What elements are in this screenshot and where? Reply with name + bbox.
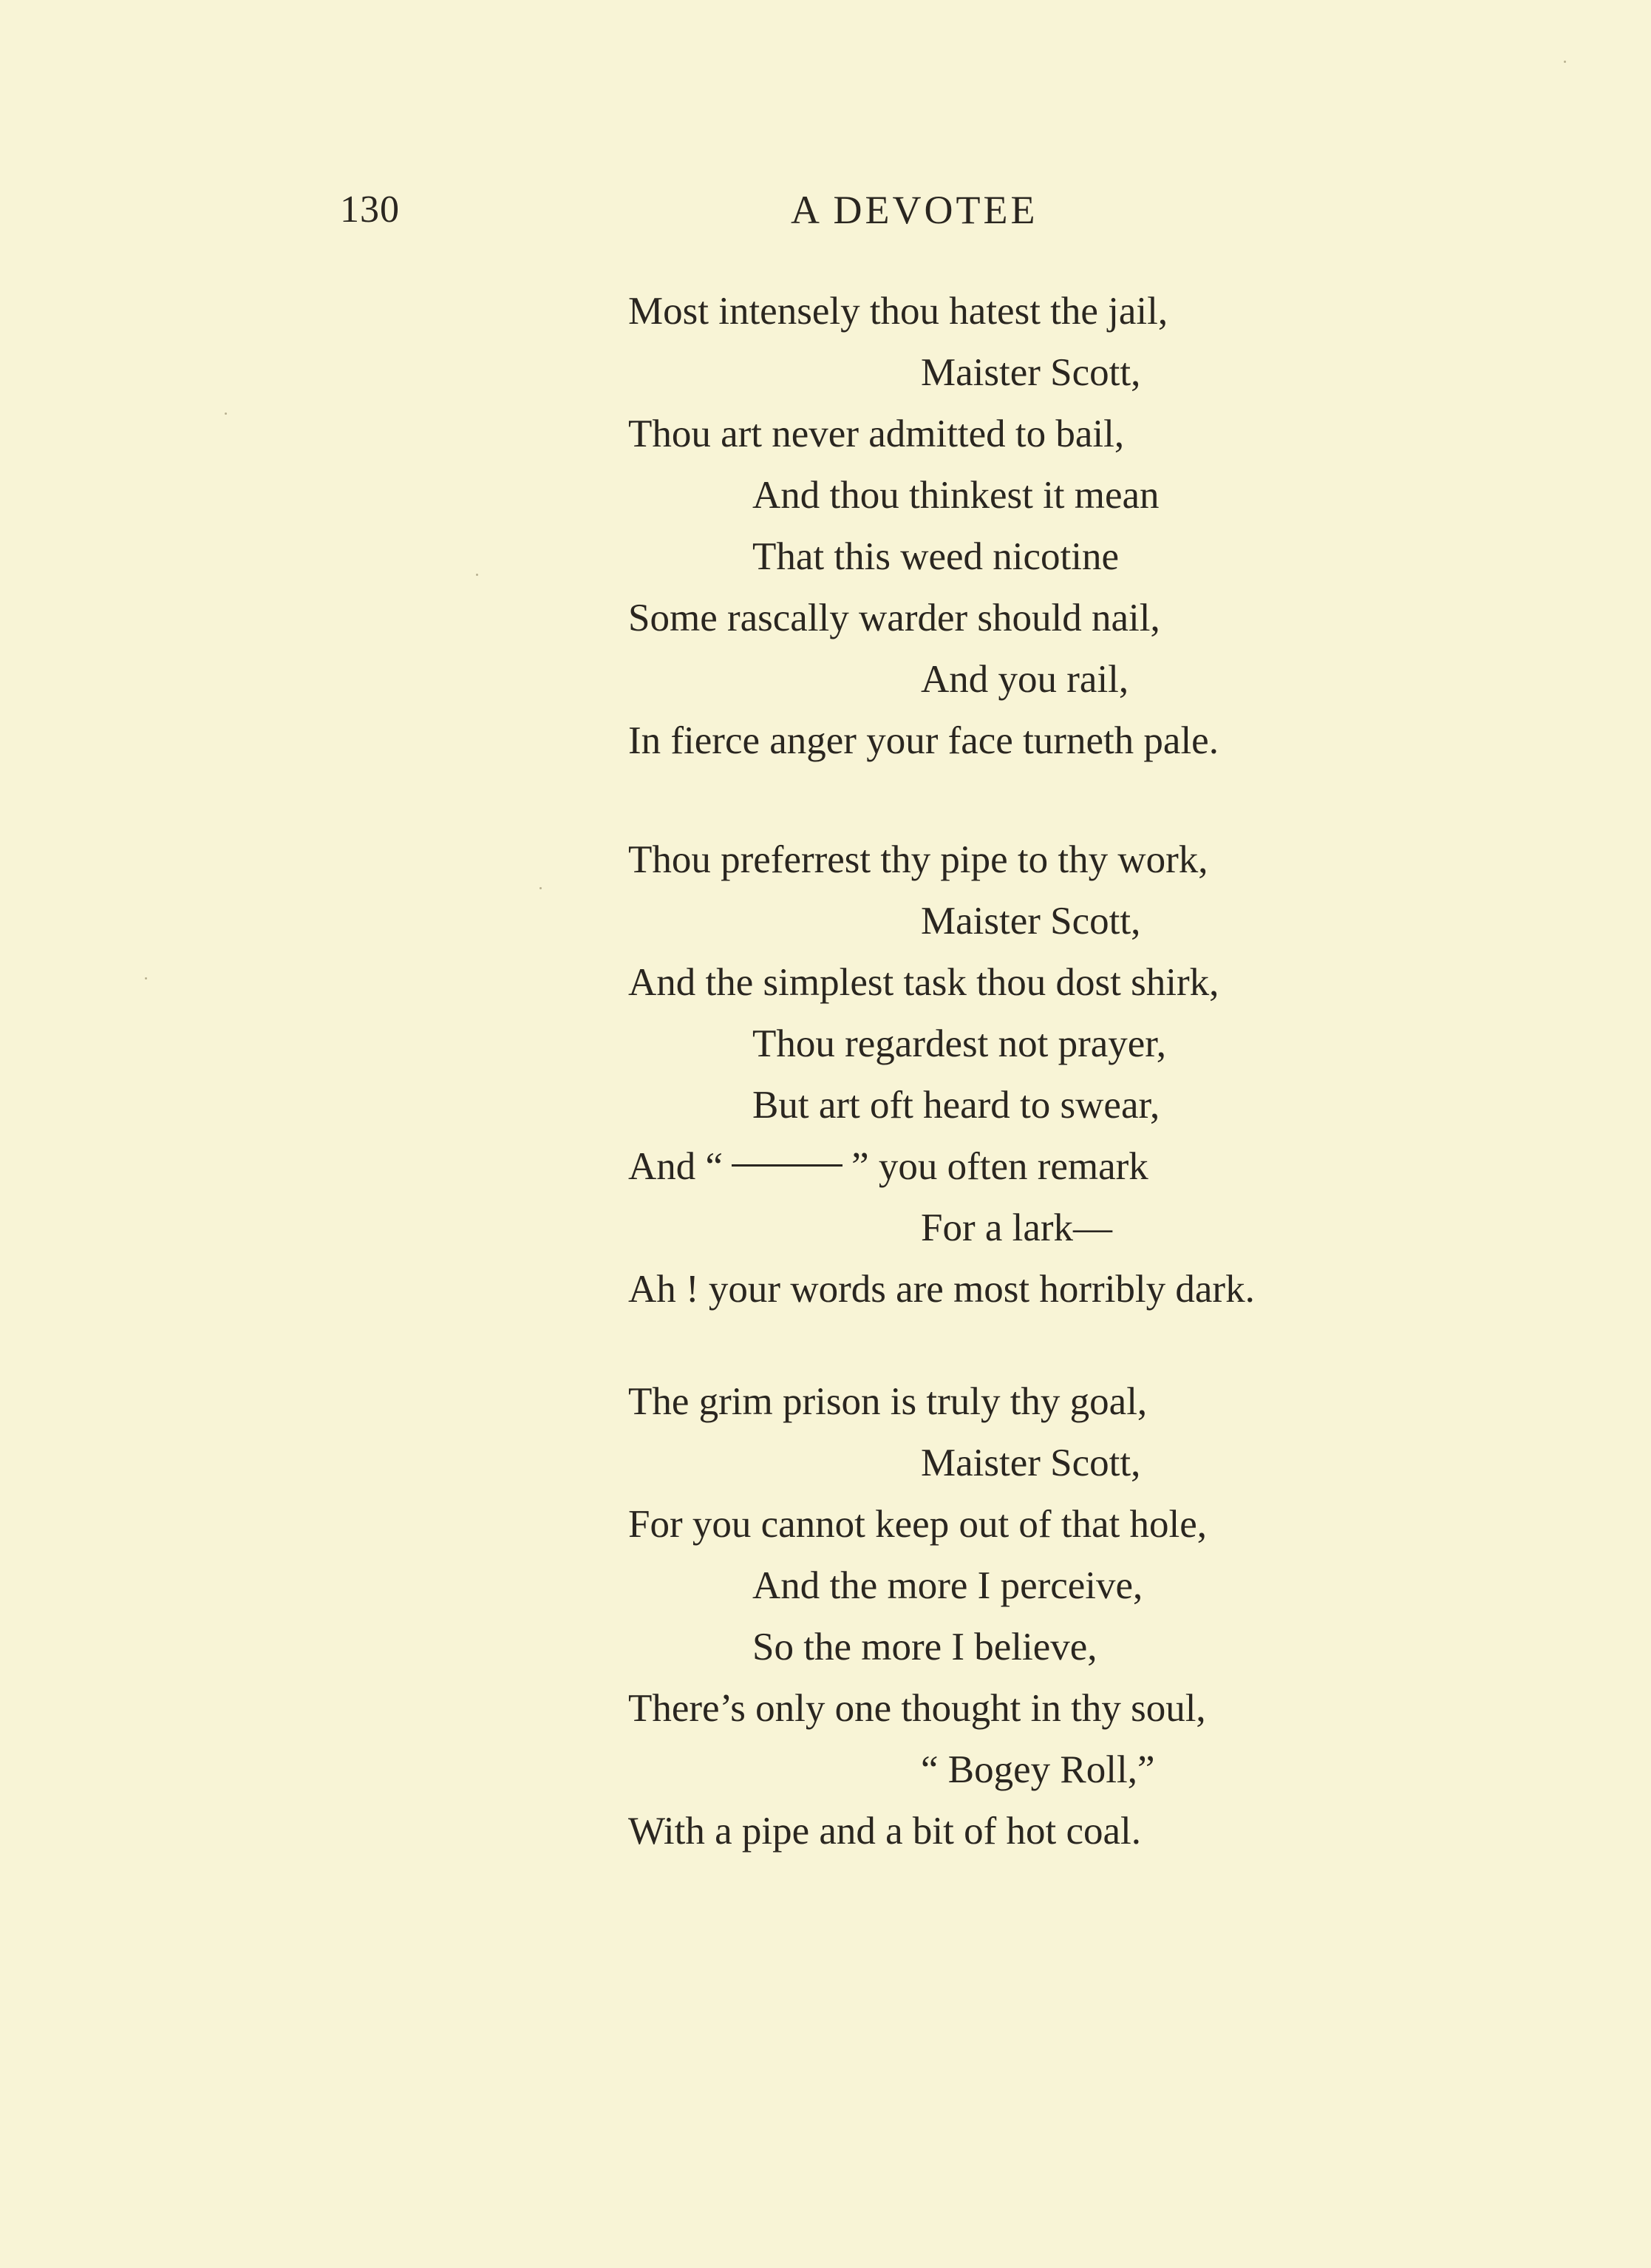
stanza-2 bbox=[628, 829, 1441, 1320]
verse-line: But art oft heard to swear, bbox=[752, 1084, 1160, 1127]
verse-line: And the more I perceive, bbox=[752, 1564, 1143, 1607]
verse-line: That this weed nicotine bbox=[752, 535, 1119, 578]
paper-speck bbox=[476, 574, 478, 576]
verse-line: Thou preferrest thy pipe to thy work, bbox=[628, 838, 1208, 881]
paper-speck bbox=[539, 887, 542, 889]
stanza-1 bbox=[628, 281, 1441, 772]
verse-line-start: And “ bbox=[628, 1145, 724, 1188]
verse-line: With a pipe and a bit of hot coal. bbox=[628, 1810, 1142, 1853]
verse-line: Maister Scott, bbox=[921, 351, 1141, 394]
stanza-3 bbox=[628, 1371, 1441, 1862]
verse-line: Most intensely thou hatest the jail, bbox=[628, 290, 1168, 333]
verse-line: Thou regardest not prayer, bbox=[752, 1022, 1167, 1065]
page-number: 130 bbox=[340, 189, 400, 231]
verse-line: Thou art never admitted to bail, bbox=[628, 412, 1125, 455]
verse-line: For a lark— bbox=[921, 1206, 1113, 1249]
verse-line: For you cannot keep out of that hole, bbox=[628, 1503, 1208, 1546]
verse-line: The grim prison is truly thy goal, bbox=[628, 1380, 1148, 1423]
verse-line: Ah ! your words are most horribly dark. bbox=[628, 1268, 1255, 1311]
paper-speck bbox=[225, 412, 227, 415]
verse-line: So the more I believe, bbox=[752, 1626, 1097, 1668]
verse-line-end: ” you often remark bbox=[851, 1145, 1148, 1188]
verse-line: And thou thinkest it mean bbox=[752, 474, 1160, 517]
verse-line: There’s only one thought in thy soul, bbox=[628, 1687, 1206, 1730]
verse-line: “ Bogey Roll,” bbox=[921, 1748, 1155, 1791]
verse-line: And you rail, bbox=[921, 658, 1129, 701]
verse-line bbox=[628, 1136, 1441, 1198]
verse-line: Some rascally warder should nail, bbox=[628, 597, 1160, 639]
verse-line: And the simplest task thou dost shirk, bbox=[628, 961, 1219, 1004]
paper-speck bbox=[145, 977, 147, 979]
verse-line: In fierce anger your face turneth pale. bbox=[628, 719, 1219, 762]
verse-line: Maister Scott, bbox=[921, 900, 1141, 943]
running-title: A DEVOTEE bbox=[791, 188, 1038, 232]
paper-speck bbox=[1564, 61, 1566, 63]
elided-word-dash bbox=[732, 1164, 842, 1167]
verse-line: Maister Scott, bbox=[921, 1442, 1141, 1484]
